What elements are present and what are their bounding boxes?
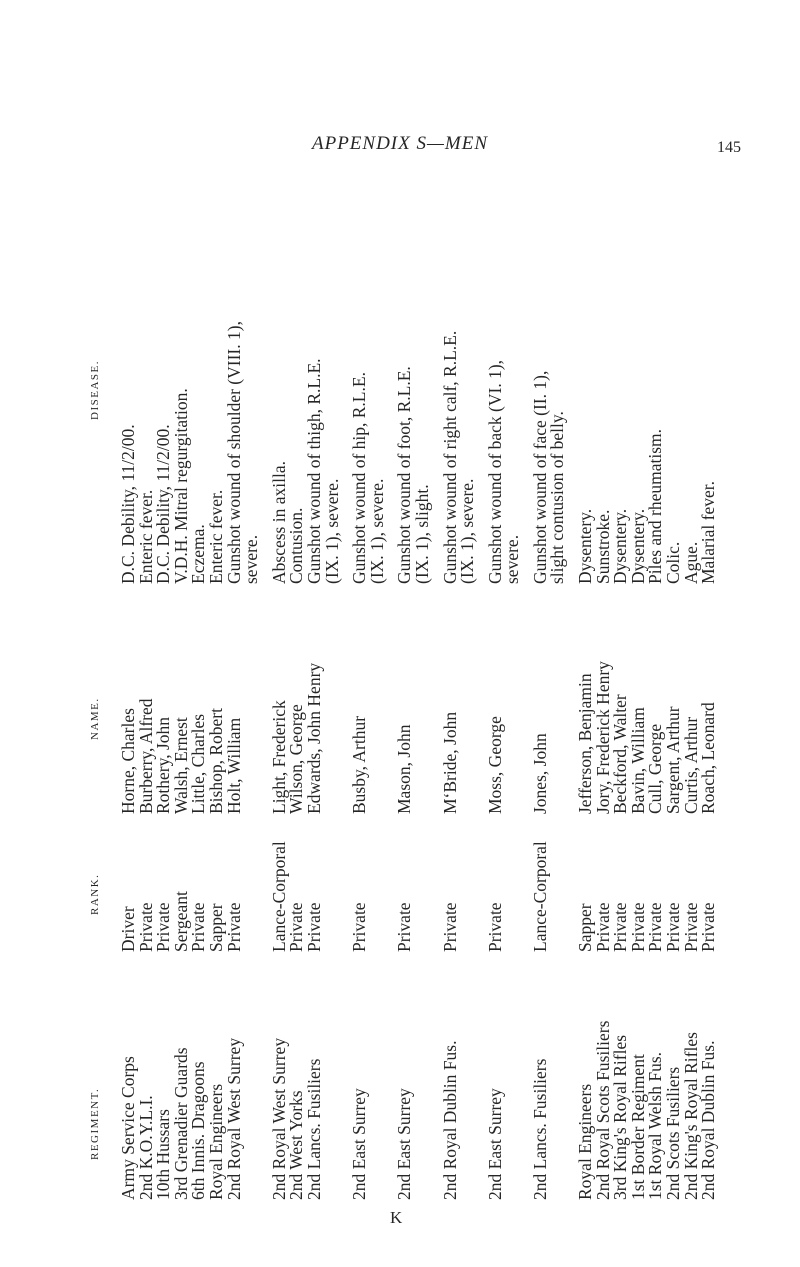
disease-cell: Colic. — [663, 541, 684, 584]
rank-cell: Private — [394, 902, 415, 952]
name-cell: M‘Bride, John — [439, 711, 460, 814]
rank-cell: Private — [627, 902, 648, 952]
disease-cell: Malarial fever. — [698, 480, 719, 584]
rank-cell: Private — [698, 902, 719, 952]
rank-cell: Lance-Corporal — [529, 841, 550, 952]
regiment-cell: Army Service Corps — [118, 1056, 138, 1200]
regiment-cell: 2nd Lancs. Fusiliers — [303, 1058, 324, 1200]
regiment-cell: 1st Border Regiment — [627, 1054, 648, 1200]
table-row — [205, 200, 226, 1200]
disease-cell: Dysentery. — [627, 508, 648, 584]
name-cell: Burberry, Alfred — [135, 698, 156, 814]
disease-cell: Dysentery. — [610, 508, 631, 584]
group-separator — [477, 200, 487, 1200]
name-cell: Walsh, Ernest — [170, 717, 191, 814]
column-header-regiment: REGIMENT. — [89, 1087, 101, 1160]
table-row — [504, 200, 522, 1200]
column-header-rank: RANK. — [89, 873, 101, 915]
regiment-cell: 1st Royal Welsh Fus. — [645, 1051, 666, 1200]
disease-cell: Eczema. — [188, 524, 209, 584]
disease-cell: Gunshot wound of shoulder (VIII. 1), — [223, 321, 244, 584]
regiment-cell: 2nd K.O.Y.L.I. — [135, 1095, 156, 1200]
regiment-cell: 2nd West Yorks — [286, 1090, 307, 1200]
table-row — [439, 200, 460, 1200]
page-number: 145 — [717, 139, 741, 156]
disease-cell: Abscess in axilla. — [268, 461, 289, 584]
rank-cell: Sapper — [205, 903, 226, 952]
regiment-cell: 2nd Royal Scots Fusiliers — [592, 1020, 613, 1200]
table-row — [549, 200, 567, 1200]
table-row — [190, 200, 208, 1200]
name-cell: Mason, John — [394, 724, 415, 814]
table-row — [484, 200, 505, 1200]
disease-cell: Dysentery. — [575, 508, 596, 584]
rank-cell: Private — [680, 902, 701, 952]
name-cell: Sargent, Arthur — [663, 706, 684, 814]
disease-cell: (IX. 1), severe. — [457, 478, 478, 584]
disease-cell: (IX. 1), severe. — [321, 478, 342, 584]
regiment-cell: 2nd Lancs. Fusiliers — [529, 1058, 550, 1200]
rank-cell: Private — [592, 902, 613, 952]
regiment-cell: 2nd King's Royal Rifles — [680, 1032, 701, 1200]
name-cell: Light, Frederick — [268, 700, 289, 814]
table-row — [223, 200, 244, 1200]
regiment-cell: 3rd King's Royal Rifles — [610, 1034, 631, 1200]
disease-cell: Sunstroke. — [592, 509, 613, 584]
name-cell: Wilson, George — [286, 704, 307, 814]
rank-cell: Private — [135, 902, 156, 952]
name-cell: Horne, Charles — [118, 708, 138, 814]
rank-cell: Private — [303, 902, 324, 952]
disease-cell: V.D.H. Mitral regurgitation. — [170, 388, 191, 584]
rank-cell: Private — [286, 902, 307, 952]
rank-cell: Private — [439, 902, 460, 952]
rank-cell: Private — [645, 902, 666, 952]
regiment-cell: 6th Innis. Dragoons — [188, 1061, 209, 1200]
group-separator — [386, 200, 396, 1200]
column-headers — [85, 200, 115, 1200]
group-separator — [522, 200, 532, 1200]
signature-mark: K — [390, 1208, 403, 1227]
regiment-cell: 2nd Royal West Surrey — [268, 1037, 289, 1200]
rank-cell: Private — [188, 902, 209, 952]
rotated-casualty-table — [85, 200, 795, 1200]
name-cell: Jefferson, Benjamin — [575, 673, 596, 814]
disease-cell: Gunshot wound of hip, R.L.E. — [349, 372, 370, 584]
rank-cell: Private — [223, 902, 244, 952]
name-cell: Cull, George — [645, 723, 666, 814]
page-header-title: APPENDIX S—MEN — [311, 133, 488, 154]
disease-cell: D.C. Debility, 11/2/00. — [153, 424, 174, 584]
rank-cell: Private — [349, 902, 370, 952]
name-cell: Holt, William — [223, 717, 244, 814]
name-cell: Jory, Frederick Henry — [592, 661, 613, 814]
disease-cell: Piles and rheumatism. — [645, 428, 666, 584]
regiment-cell: 2nd Royal Dublin Fus. — [439, 1040, 460, 1200]
regiment-cell: Royal Engineers — [205, 1083, 226, 1200]
disease-cell: (IX. 1), severe. — [366, 478, 387, 584]
disease-cell: Gunshot wound of face (II. 1), — [529, 370, 550, 584]
regiment-cell: Royal Engineers — [575, 1083, 596, 1200]
regiment-cell: 3rd Grenadier Guards — [170, 1047, 191, 1200]
regiment-cell: 2nd East Surrey — [394, 1088, 415, 1200]
group-separator — [341, 200, 351, 1200]
name-cell: Beckford, Walter — [610, 694, 631, 814]
table-row — [396, 200, 414, 1200]
rank-cell: Sergeant — [170, 891, 191, 952]
name-cell: Moss, George — [484, 716, 505, 814]
table-row — [665, 200, 683, 1200]
name-cell: Bavin, William — [627, 707, 648, 814]
rank-cell: Private — [610, 902, 631, 952]
name-cell: Curtis, Arthur — [680, 716, 701, 814]
regiment-cell: 10th Hussars — [153, 1109, 174, 1200]
table-row — [321, 200, 342, 1200]
disease-cell: Gunshot wound of foot, R.L.E. — [394, 366, 415, 584]
name-cell: Jones, John — [529, 733, 550, 814]
rank-cell: Lance-Corporal — [268, 841, 289, 952]
disease-cell: slight contusion of belly. — [547, 411, 568, 584]
regiment-cell: 2nd East Surrey — [349, 1088, 370, 1200]
table-row — [647, 200, 665, 1200]
table-row — [243, 200, 261, 1200]
name-cell: Bishop, Robert — [205, 708, 226, 814]
name-cell: Little, Charles — [188, 713, 209, 814]
table-row — [411, 200, 432, 1200]
name-cell: Rothery, John — [153, 716, 174, 814]
column-header-disease: DISEASE. — [89, 360, 101, 420]
disease-cell: (IX. 1), slight. — [411, 484, 432, 584]
table-row — [170, 200, 191, 1200]
disease-cell: D.C. Debility, 11/2/00. — [118, 424, 138, 584]
table-row — [529, 200, 550, 1200]
disease-cell: Ague. — [680, 541, 701, 584]
table-row — [700, 200, 718, 1200]
table-row — [612, 200, 630, 1200]
rank-cell: Private — [484, 902, 505, 952]
disease-cell: severe. — [241, 534, 262, 584]
regiment-cell: 2nd Royal West Surrey — [223, 1037, 244, 1200]
name-cell: Roach, Leonard — [698, 702, 719, 814]
name-cell: Edwards, John Henry — [303, 662, 324, 814]
regiment-cell: 2nd Royal Dublin Fus. — [698, 1040, 719, 1200]
table-row — [459, 200, 477, 1200]
disease-cell: Gunshot wound of thigh, R.L.E. — [303, 358, 324, 584]
rank-cell: Sapper — [575, 903, 596, 952]
disease-cell: Enteric fever. — [205, 489, 226, 584]
disease-cell: severe. — [502, 534, 523, 584]
table-row — [627, 200, 648, 1200]
table-row — [351, 200, 369, 1200]
table-row — [135, 200, 156, 1200]
rank-cell: Driver — [118, 906, 138, 952]
name-cell: Busby, Arthur — [349, 715, 370, 814]
disease-cell: Gunshot wound of right calf, R.L.E. — [439, 330, 460, 584]
disease-cell: Gunshot wound of back (VI. 1), — [484, 359, 505, 584]
rank-cell: Private — [663, 902, 684, 952]
regiment-cell: 2nd Scots Fusiliers — [663, 1066, 684, 1200]
disease-cell: Enteric fever. — [135, 489, 156, 584]
table-row — [268, 200, 289, 1200]
table-row — [366, 200, 387, 1200]
column-header-name: NAME. — [89, 697, 101, 740]
table-row — [303, 200, 324, 1200]
regiment-cell: 2nd East Surrey — [484, 1088, 505, 1200]
table-row — [120, 200, 138, 1200]
table-body — [120, 200, 718, 1200]
rank-cell: Private — [153, 902, 174, 952]
disease-cell: Contusion. — [286, 507, 307, 584]
